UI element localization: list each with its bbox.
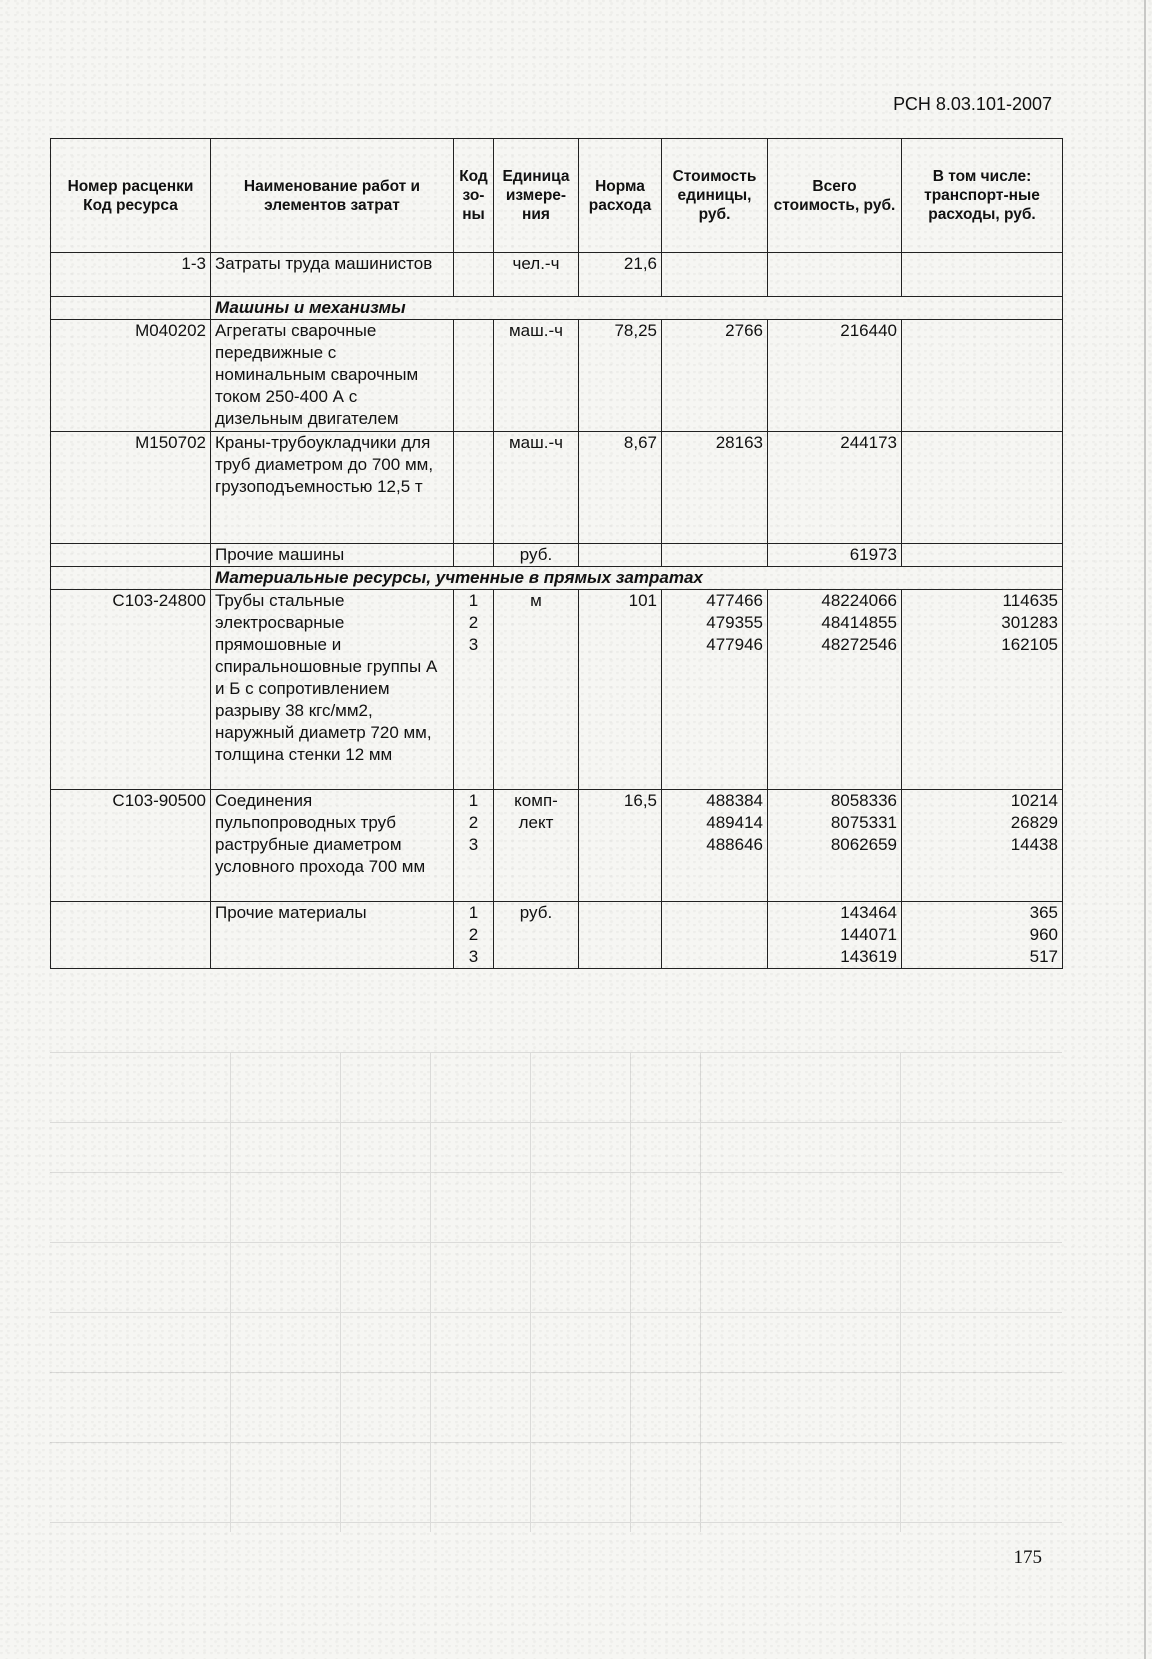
row-total: [768, 253, 902, 297]
row-unit-cost: [662, 253, 768, 297]
section-row: [51, 567, 1063, 590]
row-transports: [902, 590, 1063, 790]
row-unit: м: [494, 590, 579, 790]
zone-value: 1: [468, 791, 479, 810]
transport-value: 162105: [1001, 635, 1058, 654]
row-unit-cost: 28163: [662, 432, 768, 544]
transport-value: 301283: [1001, 613, 1058, 632]
row-zone: [454, 253, 494, 297]
row-zone: [454, 320, 494, 432]
row-zone: [454, 432, 494, 544]
total-value: 143619: [840, 947, 897, 966]
table-row: [51, 253, 1063, 297]
row-total: 216440: [768, 320, 902, 432]
transport-value: 517: [1029, 947, 1058, 966]
row-zones: [454, 590, 494, 790]
bleed-through-grid: [50, 1012, 1062, 1532]
header-name: Наименование работ и элементов затрат: [211, 139, 454, 253]
row-norm: 16,5: [579, 790, 662, 902]
row-transport: [902, 432, 1063, 544]
row-norm: 78,25: [579, 320, 662, 432]
row-name: Агрегаты сварочные передвижные с номинальным сварочным током 250-400 А с дизельным двигателем: [211, 320, 454, 432]
zone-value: 3: [468, 835, 479, 854]
row-code: [51, 902, 211, 969]
row-norm: [579, 902, 662, 969]
row-unit: маш.-ч: [494, 432, 579, 544]
row-name: Затраты труда машинистов: [211, 253, 454, 297]
total-value: 8062659: [830, 835, 897, 854]
table-row: [51, 320, 1063, 432]
zone-value: 2: [468, 613, 479, 632]
table-row: [51, 902, 1063, 969]
unit-cost-value: 479355: [706, 613, 763, 632]
total-value: 144071: [840, 925, 897, 944]
row-name: Прочие машины: [211, 544, 454, 567]
document-code: РСН 8.03.101-2007: [893, 94, 1052, 114]
header-zone: Код зо-ны: [454, 139, 494, 253]
transport-value: 114635: [1002, 591, 1058, 610]
row-code: 1-3: [51, 253, 211, 297]
row-name: Трубы стальные электросварные прямошовные и спиральношовные группы А и Б с сопротивлением разрыву 38 кгс/мм2, наружный диаметр 720 мм, толщина стенки 12 мм: [211, 590, 454, 790]
unit-cost-value: 477466: [706, 591, 763, 610]
total-value: 143464: [840, 903, 897, 922]
header-unit: Единица измере-ния: [494, 139, 579, 253]
zone-value: 3: [468, 635, 479, 654]
unit-cost-value: 489414: [706, 813, 763, 832]
table-row: [51, 590, 1063, 790]
header-code: Номер расценки Код ресурса: [51, 139, 211, 253]
row-transports: [902, 790, 1063, 902]
row-total: 244173: [768, 432, 902, 544]
row-code: М150702: [51, 432, 211, 544]
row-norm: 21,6: [579, 253, 662, 297]
rates-table: [50, 138, 1063, 969]
row-unit-costs: [662, 590, 768, 790]
row-zones: [454, 790, 494, 902]
row-code: С103-90500: [51, 790, 211, 902]
row-name: Краны-трубоукладчики для труб диаметром до 700 мм, грузоподъемностью 12,5 т: [211, 432, 454, 544]
total-value: 48272546: [821, 635, 897, 654]
zone-value: 2: [468, 813, 479, 832]
row-unit: руб.: [494, 902, 579, 969]
header-unit-cost: Стоимость единицы, руб.: [662, 139, 768, 253]
zone-value: 3: [468, 947, 479, 966]
row-name: Соединения пульпопроводных труб раструбные диаметром условного прохода 700 мм: [211, 790, 454, 902]
row-transport: [902, 253, 1063, 297]
table-row: [51, 790, 1063, 902]
row-zones: [454, 902, 494, 969]
scan-edge: [1144, 0, 1146, 1659]
row-unit: руб.: [494, 544, 579, 567]
transport-value: 26829: [1010, 813, 1058, 832]
row-totals: [768, 790, 902, 902]
row-zone: [454, 544, 494, 567]
rates-table-container: [50, 138, 1062, 969]
header-total: Всего стоимость, руб.: [768, 139, 902, 253]
row-code: С103-24800: [51, 590, 211, 790]
row-unit: маш.-ч: [494, 320, 579, 432]
header-transport: В том числе: транспорт-ные расходы, руб.: [902, 139, 1063, 253]
section-title-machines: Машины и механизмы: [211, 297, 1063, 320]
row-total: 61973: [768, 544, 902, 567]
zone-value: 1: [468, 591, 479, 610]
row-norm: [579, 544, 662, 567]
table-header-row: [51, 139, 1063, 253]
unit-cost-value: 477946: [706, 635, 763, 654]
row-transport: [902, 320, 1063, 432]
row-unit-costs: [662, 790, 768, 902]
row-unit: чел.-ч: [494, 253, 579, 297]
transport-value: 960: [1029, 925, 1058, 944]
row-transport: [902, 544, 1063, 567]
row-norm: 8,67: [579, 432, 662, 544]
total-value: 8058336: [830, 791, 897, 810]
transport-value: 14438: [1010, 835, 1058, 854]
table-row: [51, 432, 1063, 544]
header-norm: Норма расхода: [579, 139, 662, 253]
total-value: 48224066: [821, 591, 897, 610]
unit-cost-value: 488384: [706, 791, 763, 810]
row-totals: [768, 902, 902, 969]
row-totals: [768, 590, 902, 790]
total-value: 8075331: [830, 813, 897, 832]
section-row: [51, 297, 1063, 320]
row-unit-cost: [662, 544, 768, 567]
row-unit-cost: [662, 902, 768, 969]
transport-value: 10214: [1010, 791, 1058, 810]
transport-value: 365: [1029, 903, 1058, 922]
zone-value: 1: [468, 903, 479, 922]
row-transports: [902, 902, 1063, 969]
row-code: М040202: [51, 320, 211, 432]
unit-cost-value: 488646: [706, 835, 763, 854]
row-unit-cost: 2766: [662, 320, 768, 432]
table-row: [51, 544, 1063, 567]
zone-value: 2: [468, 925, 479, 944]
total-value: 48414855: [821, 613, 897, 632]
row-norm: 101: [579, 590, 662, 790]
page-number: 175: [1013, 1547, 1042, 1568]
row-code: [51, 544, 211, 567]
row-unit: комп-лект: [494, 790, 579, 902]
row-name: Прочие материалы: [211, 902, 454, 969]
section-title-materials: Материальные ресурсы, учтенные в прямых затратах: [211, 567, 1063, 590]
